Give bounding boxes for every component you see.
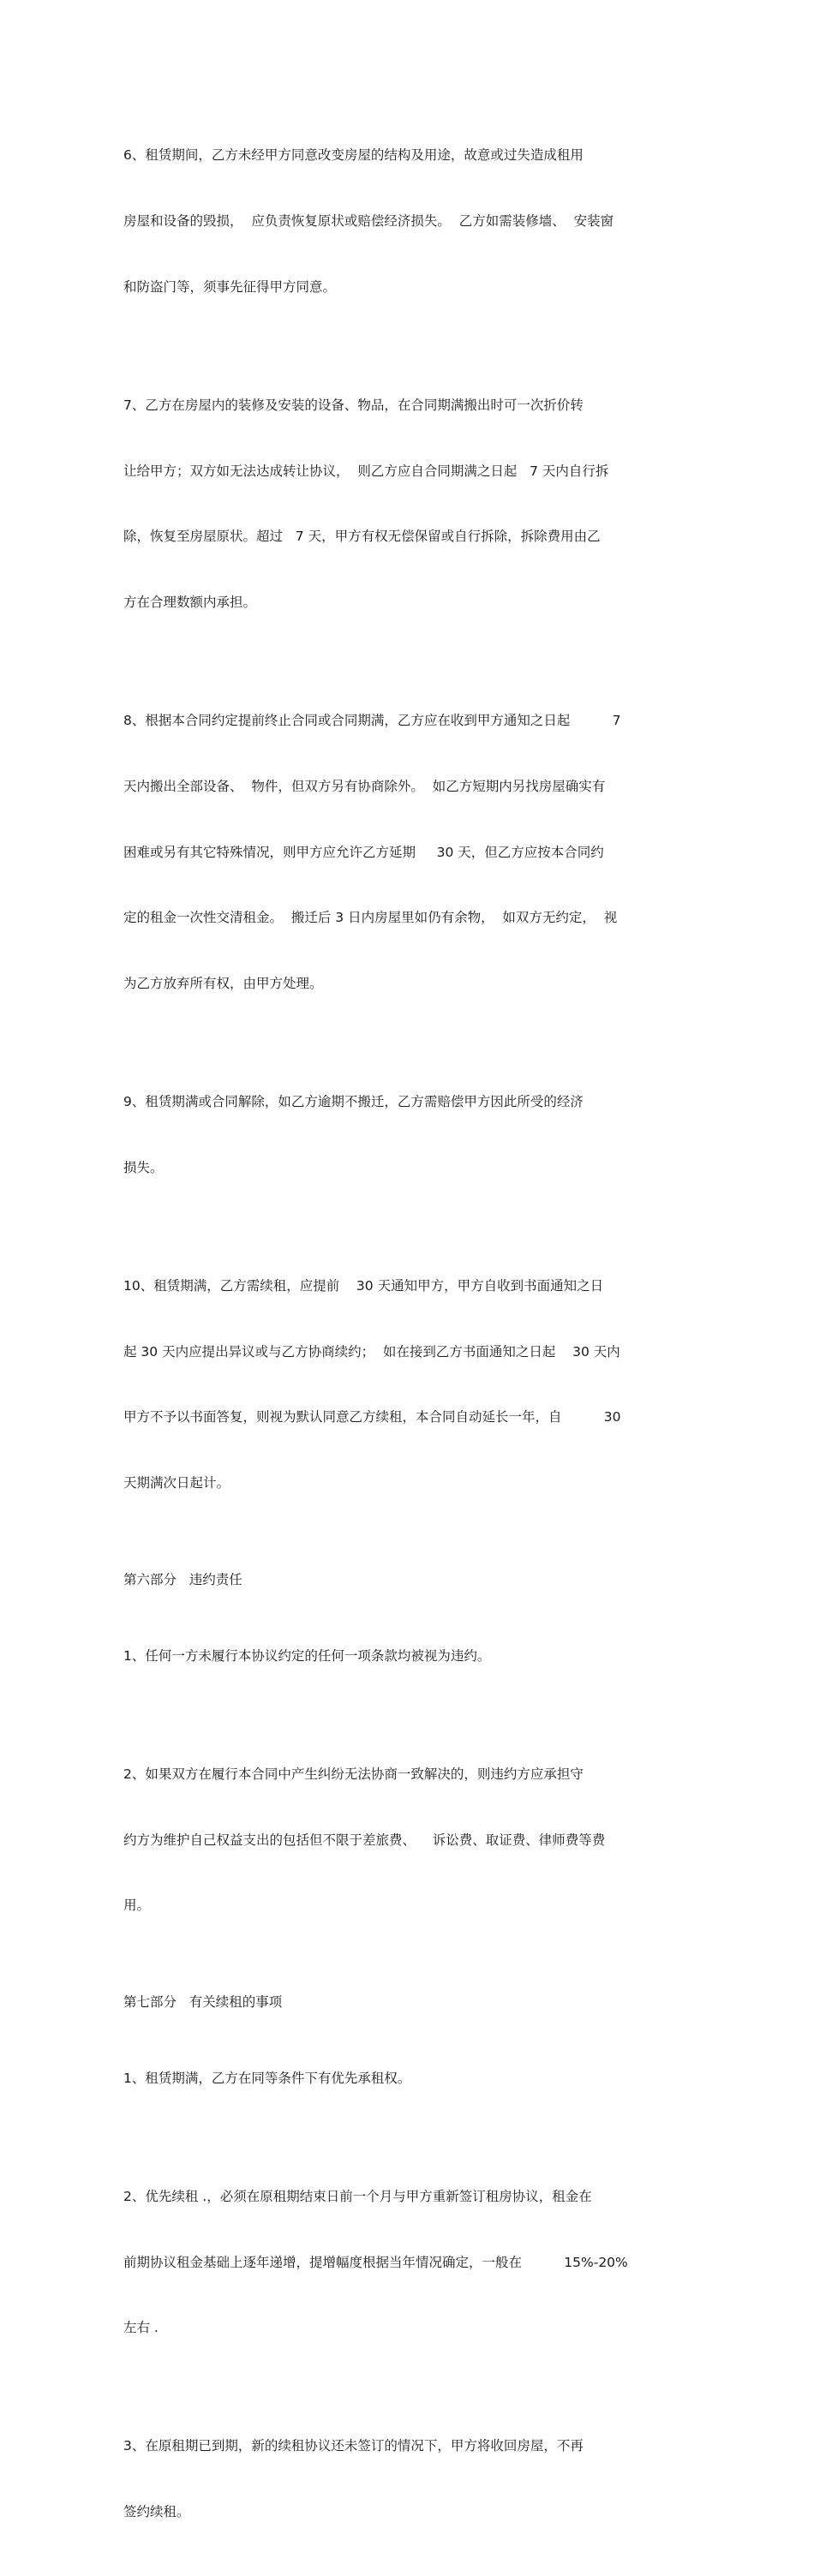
clause-line: 6、租赁期间，乙方未经甲方同意改变房屋的结构及用途，故意或过失造成租用 bbox=[123, 147, 584, 164]
clause-line: 起 30 天内应提出异议或与乙方协商续约； 如在接到乙方书面通知之日起 30 天内 bbox=[123, 1343, 620, 1360]
section-title-part7: 第七部分 有关续租的事项 bbox=[123, 1994, 283, 2011]
section-title-part6: 第六部分 违约责任 bbox=[123, 1572, 242, 1587]
clause-line: 2、如果双方在履行本合同中产生纠纷无法协商一致解决的，则违约方应承担守 bbox=[123, 1766, 584, 1782]
clause-line: 1、租赁期满，乙方在同等条件下有优先承租权。 bbox=[123, 2070, 411, 2086]
clause-line: 前期协议租金基础上逐年递增，提增幅度根据当年情况确定，一般在 15%-20% bbox=[123, 2254, 628, 2270]
clause-line: 10、租赁期满，乙方需续租，应提前 30 天通知甲方，甲方自收到书面通知之日 bbox=[123, 1277, 604, 1294]
clause-line: 约方为维护自己权益支出的包括但不限于差旅费、 诉讼费、取证费、律师费等费 bbox=[123, 1832, 606, 1848]
clause-line: 用。 bbox=[123, 1898, 151, 1914]
clause-line: 左右 . bbox=[123, 2320, 159, 2336]
clause-line: 3、在原租期已到期，新的续租协议还未签订的情况下，甲方将收回房屋，不再 bbox=[123, 2438, 584, 2454]
clause-line: 7、乙方在房屋内的装修及安装的设备、物品，在合同期满搬出时可一次折价转 bbox=[123, 397, 584, 413]
clause-line: 天期满次日起计。 bbox=[123, 1475, 230, 1491]
clause-8 bbox=[123, 666, 699, 1039]
clause-10 bbox=[123, 1232, 699, 1539]
clause-line: 定的租金一次性交清租金。 搬迁后 3 日内房屋里如仍有余物， 如双方无约定， 视 bbox=[123, 910, 618, 926]
clause-line: 为乙方放弃所有权，由甲方处理。 bbox=[123, 976, 323, 992]
part6-clause-1 bbox=[123, 1602, 699, 1712]
part6-clause-2 bbox=[123, 1720, 699, 1962]
clause-line: 除，恢复至房屋原状。超过 7 天，甲方有权无偿保留或自行拆除，拆除费用由乙 bbox=[123, 529, 601, 545]
clause-line: 8、根据本合同约定提前终止合同或合同期满，乙方应在收到甲方通知之日起 7 bbox=[123, 713, 621, 729]
clause-line: 困难或另有其它特殊情况，则甲方应允许乙方延期 30 天，但乙方应按本合同约 bbox=[123, 844, 604, 860]
clause-9 bbox=[123, 1048, 699, 1223]
clause-line: 方在合理数额内承担。 bbox=[123, 595, 257, 611]
part7-clause-2 bbox=[123, 2143, 699, 2384]
clause-line: 和防盗门等，须事先征得甲方同意。 bbox=[123, 278, 337, 295]
document-page bbox=[123, 101, 699, 2576]
clause-line: 9、租赁期满或合同解除，如乙方逾期不搬迁，乙方需赔偿甲方因此所受的经济 bbox=[123, 1094, 584, 1110]
clause-7 bbox=[123, 351, 699, 658]
part7-clause-3 bbox=[123, 2392, 699, 2567]
part7-clause-1 bbox=[123, 2024, 699, 2134]
clause-line: 2、优先续租 .，必须在原租期结束日前一个月与甲方重新签订租房协议，租金在 bbox=[123, 2188, 592, 2204]
clause-line: 让给甲方；双方如无法达成转让协议， 则乙方应自合同期满之日起 7 天内自行拆 bbox=[123, 463, 609, 479]
clause-line: 1、任何一方未履行本协议约定的任何一项条款均被视为违约。 bbox=[123, 1647, 491, 1664]
clause-line: 签约续租。 bbox=[123, 2504, 190, 2520]
clause-line: 房屋和设备的毁损， 应负责恢复原状或赔偿经济损失。 乙方如需装修墙、 安装窗 bbox=[123, 212, 614, 229]
clause-line: 天内搬出全部设备、 物件，但双方另有协商除外。 如乙方短期内另找房屋确实有 bbox=[123, 778, 606, 794]
clause-line: 甲方不予以书面答复，则视为默认同意乙方续租，本合同自动延长一年，自 30 bbox=[123, 1409, 621, 1425]
clause-line: 损失。 bbox=[123, 1159, 164, 1175]
clause-6 bbox=[123, 101, 699, 343]
